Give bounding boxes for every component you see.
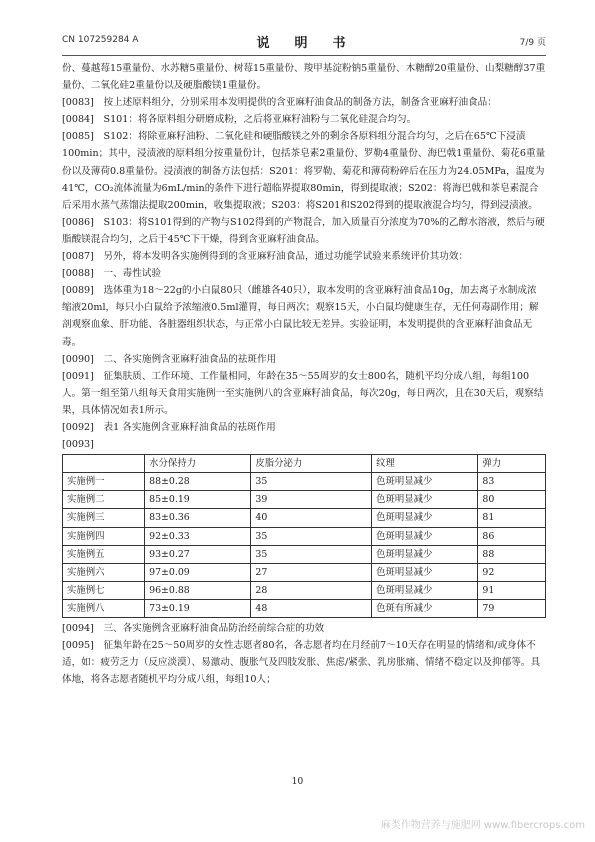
table-cell: 色斑明显减少 [372,509,478,527]
paragraph-0089: [0089] 选体重为18～22g的小白鼠80只（雌雄各40只），取本发明的含亚麻籽油食品10g，加去离子水制成浓缩液20ml，每只小白鼠给予浓缩液0.5ml灌胃，每日两次；观察15天，小白鼠均健康生存，无任何毒副作用；解剖观察血象、肝功能、各脏器组织状态，与正常小白鼠比较无差异。实验证明，本发明提供的含亚麻籽油食品无毒。 [62,285,539,348]
table-row [63,509,546,527]
table-cell: 92 [478,563,546,581]
table-cell: 79 [478,599,546,617]
table-cell: 色斑明显减少 [372,491,478,509]
section-heading-pms: [0094] 三、各实施例含亚麻籽油食品防治经前综合症的功效 [62,623,325,634]
table-cell: 73±0.19 [145,599,251,617]
table-cell: 92±0.33 [145,527,251,545]
paragraph-0086: [0086] S103：将S101得到的产物与S102得到的产物混合，加入质量百分浓度为70%的乙醇水溶液，然后与硬脂酸镁混合均匀，之后于45℃下干燥，得到含亚麻籽油食品。 [62,216,545,245]
table-row [63,527,546,545]
header-cell-moisture: 水分保持力 [145,455,251,473]
table-cell: 35 [251,473,372,491]
table-cell: 色斑明显减少 [372,563,478,581]
page-number: 10 [291,777,304,787]
paragraph-0093: [0093] [62,439,94,451]
table-row [63,563,546,581]
table-cell: 39 [251,491,372,509]
table-cell: 35 [251,545,372,563]
table-body [63,473,546,618]
table-row [63,473,546,491]
table-cell: 28 [251,581,372,599]
header-cell-sebum: 皮脂分泌力 [251,455,372,473]
table-cell: 27 [251,563,372,581]
paragraph-0087: [0087] 另外，将本发明各实施例得到的含亚麻籽油食品，通过功能学试验来系统评价其功效： [62,251,469,263]
table-cell: 色斑明显减少 [372,473,478,491]
paragraph-0091: [0091] 征集肤质、工作环境、工作量相同，年龄在35～55周岁的女士800名，随机平均分成八组，每组100人。第一组至第八组每天食用实施例一至实施例八的含亚麻籽油食品，每次20g，每日两次，且在30天后，观察结果，具体情况如表1所示。 [62,370,544,416]
table-caption: [0092] 表1 各实施例含亚麻籽油食品的祛斑作用 [62,421,276,433]
table-cell: 实施例四 [63,527,145,545]
paragraph-0082-cont: 份、蔓越莓15重量份、水苏糖5重量份、树莓15重量份、羧甲基淀粉钠5重量份、木糖醇20重量份、山梨糖醇37重量份、二氧化硅2重量份以及硬脂酸镁1重量份。 [62,63,546,92]
table-cell: 色斑明显减少 [372,527,478,545]
table-cell: 色斑有所减少 [372,599,478,617]
table-cell: 48 [251,599,372,617]
table-cell: 实施例六 [63,563,145,581]
table-row [63,545,546,563]
table-header-row [63,455,546,473]
table-cell: 实施例二 [63,491,145,509]
paragraph-0084: [0084] S101：将各原料组分研磨成粉，之后将亚麻籽油粉与二氧化硅混合均匀。 [62,114,417,126]
table-cell: 实施例三 [63,509,145,527]
table-row [63,491,546,509]
table-cell: 实施例八 [63,599,145,617]
document-body [62,60,546,688]
watermark-text: 麻类作物营养与施肥网 www.fibercrops.com [380,820,585,831]
header-cell-blank [63,455,145,473]
patent-number: CN 107259284 A [62,35,139,45]
table-cell: 83±0.36 [145,509,251,527]
table-cell: 色斑明显减少 [372,581,478,599]
table-cell: 85±0.19 [145,491,251,509]
table-cell: 实施例一 [63,473,145,491]
table-cell: 83 [478,473,546,491]
table-cell: 80 [478,491,546,509]
table-cell: 97±0.09 [145,563,251,581]
table-cell: 35 [251,527,372,545]
table-cell: 88 [478,545,546,563]
paragraph-0095: [0095] 征集年龄在25～50周岁的女性志愿者80名，各志愿者均在月经前7～10天存在明显的情绪和/或身体不适，如：疲劳乏力（反应淡漠）、易激动、腹胀气及四肢发胀、焦虑/紧张、乳房胀痛、情绪不稳定以及抑郁等。具体地，将各志愿者随机平均分成八组，每组10人； [62,640,541,686]
section-heading-freckle: [0090] 二、各实施例含亚麻籽油食品的祛斑作用 [62,353,277,365]
table-cell: 81 [478,509,546,527]
table-cell: 96±0.88 [145,581,251,599]
table-cell: 实施例七 [63,581,145,599]
header-divider [62,55,546,56]
paragraph-0083: [0083] 按上述原料组分，分别采用本发明提供的含亚麻籽油食品的制备方法，制备含亚麻籽油食品： [62,97,497,109]
paragraph-0085: [0085] S102：将除亚麻籽油粉、二氧化硅和硬脂酸镁之外的剩余各原料组分混合均匀，之后在65℃下浸渍100min；其中，浸渍液的原料组分按重量份计，包括茶皂素2重量份、罗勒4重量份、海巴戟1重量份、菊花6重量份以及薄荷0.8重量份。浸渍液的制备方法包括：S201：将罗勒、菊花和薄荷粉碎后在压力为24.05MPa，温度为41℃，CO₂流体流量为6mL/min的条件下进行超临界提取80min，得到提取液；S202：将海巴戟和茶皂素混合后采用水蒸气蒸馏法提取200min，收集提取液；S203：将S201和S202得到的提取液混合均匀，得到浸渍液。 [62,131,546,211]
header-cell-elasticity: 弹力 [478,455,546,473]
table-cell: 40 [251,509,372,527]
header-cell-texture: 纹理 [372,455,478,473]
table-row [63,599,546,617]
table-cell: 93±0.27 [145,545,251,563]
table-cell: 86 [478,527,546,545]
section-heading-toxicity: [0088] 一、毒性试验 [62,268,162,280]
page-fraction: 7/9 页 [519,38,546,48]
table-cell: 91 [478,581,546,599]
page-header [62,32,546,50]
table-cell: 实施例五 [63,545,145,563]
results-table [62,454,546,618]
table-cell: 色斑明显减少 [372,545,478,563]
document-title: 说 明 书 [256,36,352,51]
table-row [63,581,546,599]
table-cell: 88±0.28 [145,473,251,491]
